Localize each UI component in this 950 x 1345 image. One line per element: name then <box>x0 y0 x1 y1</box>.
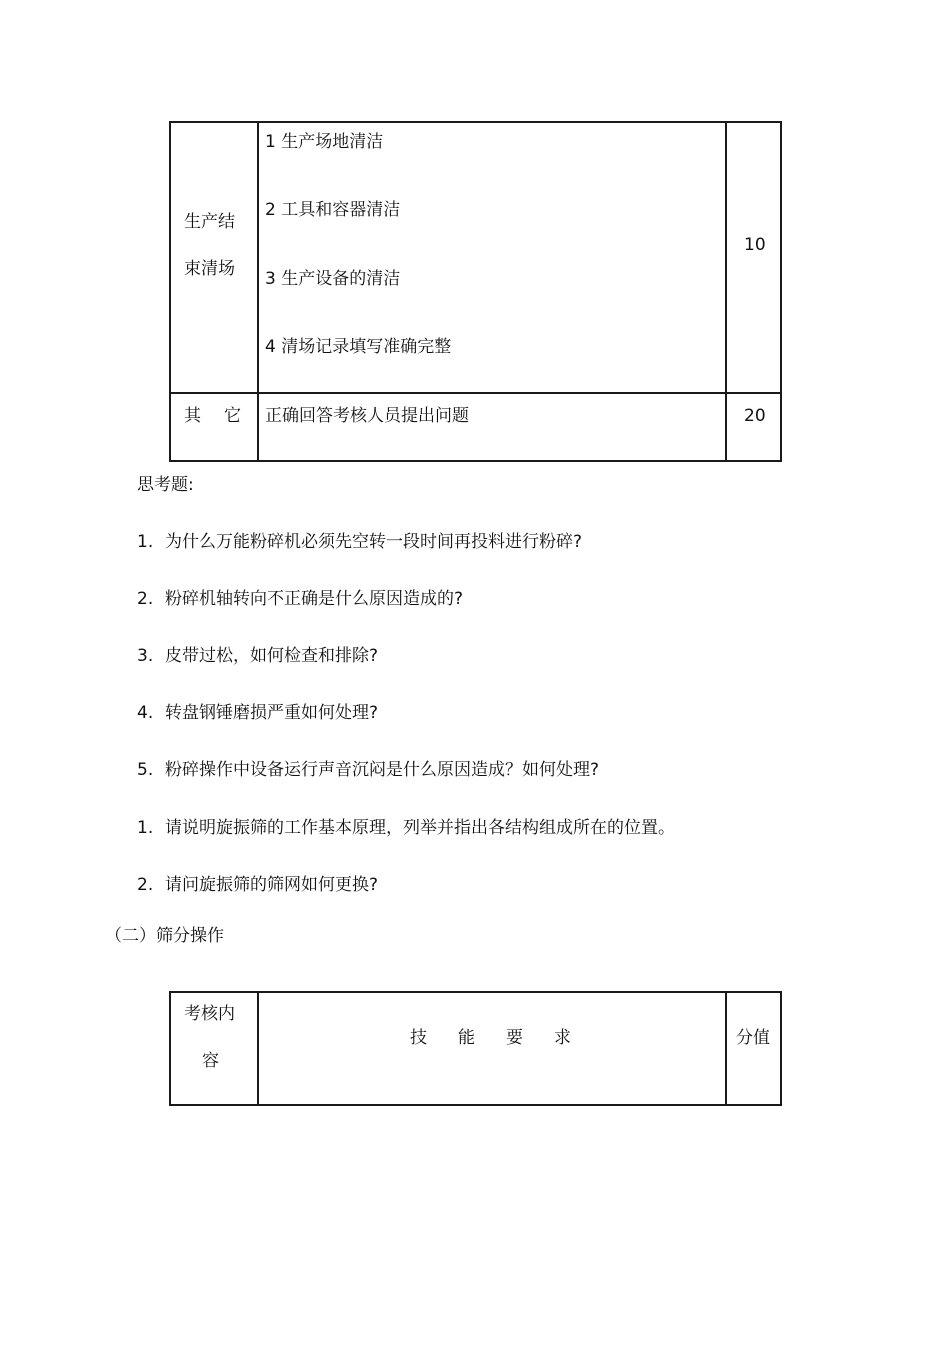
question-number: 2. <box>137 589 154 609</box>
question-text: 粉碎操作中设备运行声音沉闷是什么原因造成？如何处理? <box>165 760 600 780</box>
table-1-col-divider-2 <box>725 121 727 462</box>
header-assessment-content-line1: 考核内 <box>184 1004 235 1024</box>
requirement-item: 3 生产设备的清洁 <box>265 269 401 289</box>
table-1-border-right <box>780 121 782 462</box>
question-number: 1. <box>137 818 154 838</box>
header-skill-char: 求 <box>554 1028 571 1048</box>
table-1-border-left <box>169 121 171 462</box>
table-2-col-divider-1 <box>257 991 259 1106</box>
category-label-char: 它 <box>224 406 241 426</box>
question-item <box>137 705 378 722</box>
table-1-row-divider <box>169 392 781 394</box>
question-text: 请说明旋振筛的工作基本原理，列举并指出各结构组成所在的位置。 <box>165 818 675 838</box>
table-2-border-right <box>780 991 782 1106</box>
question-item <box>137 591 463 608</box>
header-assessment-content-line2: 容 <box>202 1051 219 1071</box>
table-1-col-divider-1 <box>257 121 259 462</box>
table-2-border-top <box>169 991 781 993</box>
table-2-border-bottom <box>169 1104 781 1106</box>
table-1-border-top <box>169 121 781 123</box>
question-number: 3. <box>137 646 154 666</box>
question-item <box>137 762 599 779</box>
question-item <box>137 820 675 837</box>
requirement-item: 1 生产场地清洁 <box>265 132 384 152</box>
header-skill-char: 要 <box>506 1028 523 1048</box>
question-text: 皮带过松，如何检查和排除? <box>165 646 379 666</box>
table-2-border-left <box>169 991 171 1106</box>
questions-heading: 思考题: <box>137 475 194 495</box>
question-number: 4. <box>137 703 154 723</box>
header-skill-char: 能 <box>458 1028 475 1048</box>
question-text: 为什么万能粉碎机必须先空转一段时间再投料进行粉碎? <box>165 532 583 552</box>
question-number: 2. <box>137 875 154 895</box>
category-label-char: 其 <box>184 406 201 426</box>
requirement-item: 4 清场记录填写准确完整 <box>265 337 452 357</box>
score-value: 20 <box>744 406 766 426</box>
header-score: 分值 <box>736 1028 770 1048</box>
table-2-col-divider-2 <box>725 991 727 1106</box>
score-value: 10 <box>744 235 766 255</box>
requirement-item: 2 工具和容器清洁 <box>265 200 401 220</box>
question-item <box>137 534 582 551</box>
question-number: 1. <box>137 532 154 552</box>
header-skill-char: 技 <box>410 1028 427 1048</box>
question-text: 请问旋振筛的筛网如何更换? <box>165 875 379 895</box>
category-label-line2: 束清场 <box>184 259 235 279</box>
question-item <box>137 648 378 665</box>
category-label-line1: 生产结 <box>184 212 235 232</box>
question-item <box>137 877 378 894</box>
requirement-item: 正确回答考核人员提出问题 <box>265 406 469 426</box>
section-title: （二）筛分操作 <box>105 926 224 946</box>
question-number: 5. <box>137 760 154 780</box>
question-text: 转盘钢锤磨损严重如何处理? <box>165 703 379 723</box>
table-1-border-bottom <box>169 460 781 462</box>
question-text: 粉碎机轴转向不正确是什么原因造成的? <box>165 589 464 609</box>
